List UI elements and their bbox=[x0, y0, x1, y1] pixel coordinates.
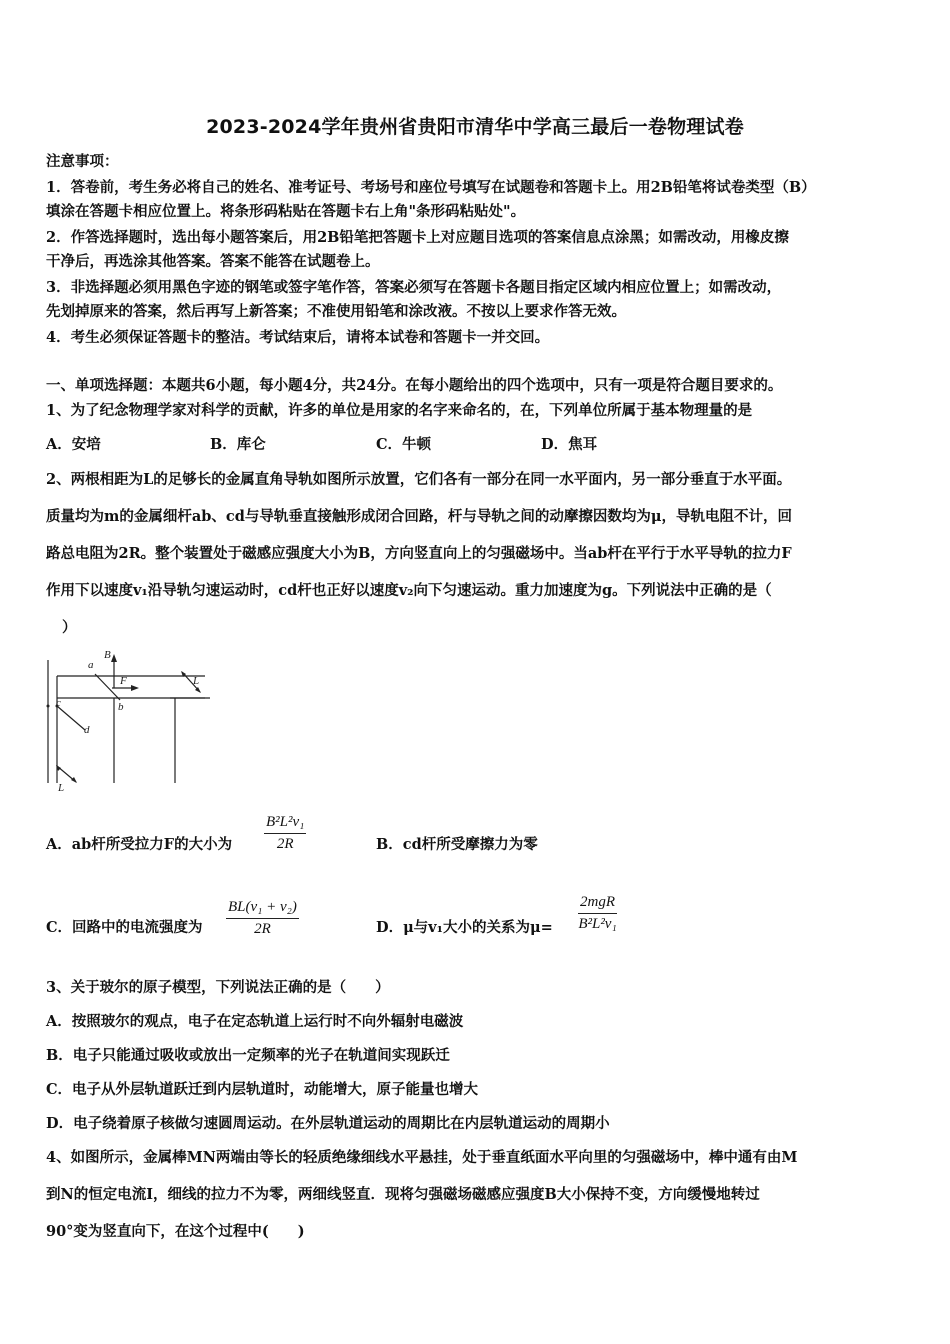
notice-line: 干净后，再选涂其他答案。答案不能答在试题卷上。 bbox=[46, 253, 380, 270]
section-heading: 一、单项选择题：本题共6小题，每小题4分，共24分。在每小题给出的四个选项中，只有一项是符合题目要求的。 bbox=[46, 377, 783, 394]
question-2-line: ） bbox=[62, 619, 77, 636]
label-a: a bbox=[88, 659, 94, 671]
q2-option-a: A．ab杆所受拉力F的大小为 bbox=[46, 836, 233, 853]
question-4-line: 90°变为竖直向下，在这个过程中( ) bbox=[46, 1223, 305, 1240]
q2-option-d-fraction bbox=[578, 894, 617, 933]
q3-option-b: B．电子只能通过吸收或放出一定频率的光子在轨道间实现跃迁 bbox=[46, 1047, 450, 1064]
q2-option-c-fraction bbox=[226, 899, 299, 938]
q3-option-d: D．电子绕着原子核做匀速圆周运动。在外层轨道运动的周期比在内层轨道运动的周期小 bbox=[46, 1115, 610, 1132]
page-title: 2023-2024学年贵州省贵阳市清华中学高三最后一卷物理试卷 bbox=[206, 116, 744, 138]
fraction-numerator: 2mgR bbox=[580, 894, 615, 910]
question-2-line: 路总电阻为2R。整个装置处于磁感应强度大小为B，方向竖直向上的匀强磁场中。当ab杆在平行于水平导轨的拉力F bbox=[46, 545, 792, 562]
q3-option-a: A．按照玻尔的观点，电子在定态轨道上运行时不向外辐射电磁波 bbox=[46, 1013, 464, 1030]
question-4-line: 4、如图所示，金属棒MN两端由等长的轻质绝缘细线水平悬挂，处于垂直纸面水平向里的匀强磁场中，棒中通有由M bbox=[46, 1149, 798, 1166]
question-3-stem: 3、关于玻尔的原子模型，下列说法正确的是（ ） bbox=[46, 979, 390, 996]
label-b: b bbox=[118, 701, 124, 713]
notice-line: 1．答卷前，考生务必将自己的姓名、准考证号、考场号和座位号填写在试题卷和答题卡上。用2B铅笔将试卷类型（B） bbox=[46, 179, 816, 196]
q2-option-d: D．μ与v₁大小的关系为μ= bbox=[376, 919, 553, 936]
notice-line: 先划掉原来的答案，然后再写上新答案；不准使用铅笔和涂改液。不按以上要求作答无效。 bbox=[46, 303, 626, 320]
label-d: d bbox=[84, 724, 90, 736]
question-4-line: 到N的恒定电流I，细线的拉力不为零，两细线竖直．现将匀强磁场磁感应强度B大小保持不变，方向缓慢地转过 bbox=[46, 1186, 760, 1203]
notice-line: 2．作答选择题时，选出每小题答案后，用2B铅笔把答题卡上对应题目选项的答案信息点涂黑；如需改动，用橡皮擦 bbox=[46, 229, 789, 246]
notice-line: 填涂在答题卡相应位置上。将条形码粘贴在答题卡右上角"条形码粘贴处"。 bbox=[46, 203, 526, 220]
rail-diagram bbox=[40, 648, 220, 793]
fraction-denominator: 2R bbox=[276, 836, 294, 852]
question-1-stem: 1、为了纪念物理学家对科学的贡献，许多的单位是用家的名字来命名的，在，下列单位所属于基本物理量的是 bbox=[46, 402, 753, 419]
notice-line: 4．考生必须保证答题卡的整洁。考试结束后，请将本试卷和答题卡一并交回。 bbox=[46, 329, 550, 346]
q1-option-b: B．库仑 bbox=[210, 436, 266, 453]
q2-option-a-fraction bbox=[264, 814, 306, 853]
question-2-line: 2、两根相距为L的足够长的金属直角导轨如图所示放置，它们各有一部分在同一水平面内，另一部分垂直于水平面。 bbox=[46, 471, 792, 488]
q2-option-b: B．cd杆所受摩擦力为零 bbox=[376, 836, 538, 853]
notice-heading: 注意事项： bbox=[46, 153, 119, 170]
label-B: B bbox=[104, 649, 111, 661]
q2-option-c: C．回路中的电流强度为 bbox=[46, 919, 203, 936]
fraction-numerator: B²L²v₁ bbox=[266, 814, 305, 830]
fraction-denominator: 2R bbox=[254, 921, 271, 937]
label-L: L bbox=[193, 675, 200, 687]
label-F: F bbox=[120, 675, 127, 687]
q3-option-c: C．电子从外层轨道跃迁到内层轨道时，动能增大，原子能量也增大 bbox=[46, 1081, 479, 1098]
question-2-line: 质量均为m的金属细杆ab、cd与导轨垂直接触形成闭合回路，杆与导轨之间的动摩擦因数均为μ，导轨电阻不计，回 bbox=[46, 508, 792, 525]
label-L-bottom: L bbox=[58, 782, 65, 793]
q1-option-c: C．牛顿 bbox=[376, 436, 432, 453]
q1-option-a: A．安培 bbox=[46, 436, 101, 453]
fraction-numerator: BL(v₁ + v₂) bbox=[228, 899, 297, 915]
fraction-denominator: B²L²v₁ bbox=[578, 916, 617, 932]
notice-line: 3．非选择题必须用黑色字迹的钢笔或签字笔作答，答案必须写在答题卡各题目指定区域内相应位置上；如需改动， bbox=[46, 279, 782, 296]
q1-option-d: D．焦耳 bbox=[541, 436, 598, 453]
label-c: c bbox=[56, 697, 61, 709]
question-2-line: 作用下以速度v₁沿导轨匀速运动时，cd杆也正好以速度v₂向下匀速运动。重力加速度为g。下列说法中正确的是（ bbox=[46, 582, 772, 599]
